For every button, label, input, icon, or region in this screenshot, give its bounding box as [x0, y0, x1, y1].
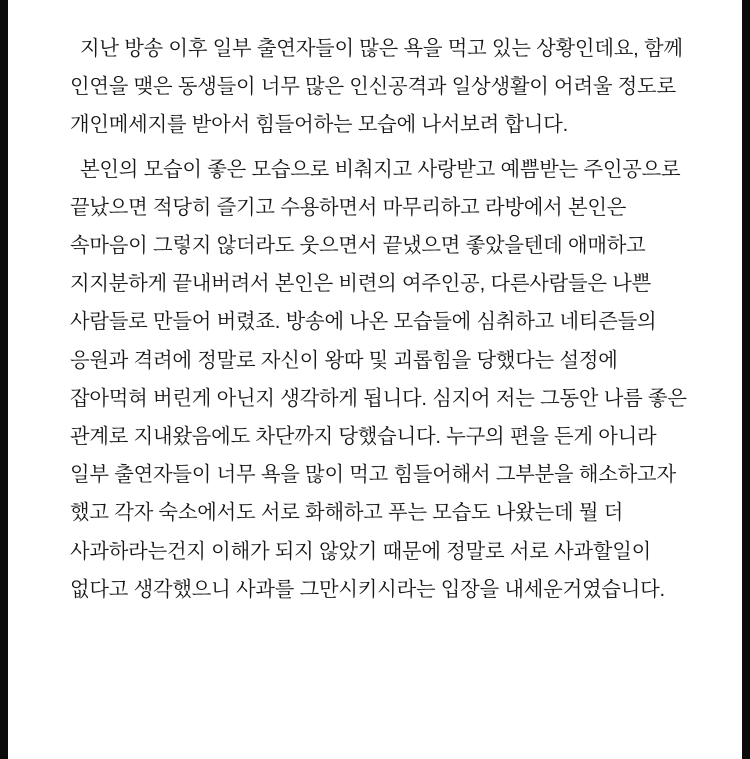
left-border	[0, 0, 8, 759]
paragraph-2: 본인의 모습이 좋은 모습으로 비춰지고 사랑받고 예쁨받는 주인공으로 끝났으면 적당히 즐기고 수용하면서 마무리하고 라방에서 본인은 속마음이 그렇지 않더라도 웃으면서 끝냈으면 좋았을텐데 애매하고 지지분하게 끝내버려서 본인은 비련의 여주인공, 다른사람들은 나쁜 사람들로 만들어 버렸죠. 방송에 나온 모습들에 심취하고 네티즌들의 응원과 격려에 정말로 자신이 왕따 및 괴롭힘을 당했다는 설정에 잡아먹혀 버린게 아닌지 생각하게 됩니다. 심지어 저는 그동안 나름 좋은 관계로 지내왔음에도 차단까지 당했습니다. 누구의 편을 든게 아니라 일부 출연자들이 너무 욕을 많이 먹고 힘들어해서 그부분을 해소하고자 했고 각자 숙소에서도 서로 화해하고 푸는 모습도 나왔는데 뭘 더 사과하라는건지 이해가 되지 않았기 때문에 정말로 서로 사과할일이 없다고 생각했으니 사과를 그만시키시라는 입장을 내세운거였습니다.	[70, 158, 687, 601]
right-border	[742, 0, 750, 759]
document-body	[8, 0, 742, 759]
paragraph-1: 지난 방송 이후 일부 출연자들이 많은 욕을 먹고 있는 상황인데요, 함께 인연을 맺은 동생들이 너무 많은 인신공격과 일상생활이 어려울 정도로 개인메세지를 받아서 힘들어하는 모습에 나서보려 합니다.	[70, 38, 683, 137]
